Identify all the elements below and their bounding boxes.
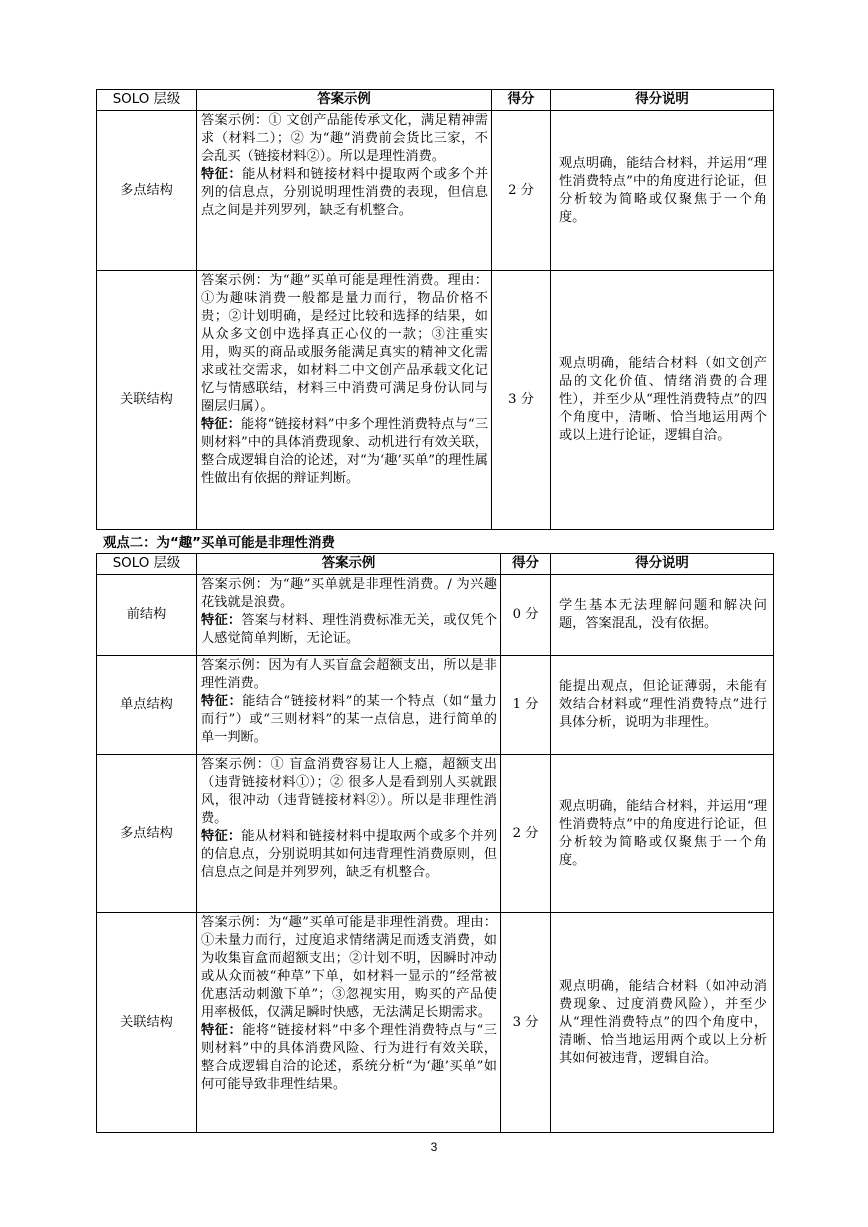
answer-example-cell [197, 111, 492, 271]
header-answer-example: 答案示例 [197, 554, 501, 575]
feature-text [201, 693, 497, 747]
solo-level-cell: 关联结构 [97, 913, 197, 1133]
example-text: 答案示例：为“趣”买单可能是理性消费。理由：①为趣味消费一般都是量力而行，物品价格不贵；②计划明确，是经过比较和选择的结果，如从众多文创中选择真正心仪的一款；③注重实用，购买的商品或服务能满足真实的精神文化需求或社交需求，如材料二中文创产品承载文化记忆与情感联结，材料三中消费可满足身份认同与圈层归属）。 [201, 273, 488, 414]
header-answer-example: 答案示例 [197, 90, 492, 111]
answer-example-cell [197, 755, 501, 913]
feature-desc: 答案与材料、理性消费标准无关，或仅凭个人感觉简单判断，无论证。 [201, 613, 498, 646]
example-text: 答案示例：① 文创产品能传承文化，满足精神需求（材料二）；② 为“趣”消费前会货比三家，不会乱买（链接材料②）。所以是理性消费。 [201, 113, 488, 164]
solo-level-cell: 前结构 [97, 575, 197, 656]
score-note-cell: 观点明确，能结合材料（如冲动消费现象、过度消费风险），并至少从“理性消费特点”的四个角度中，清晰、恰当地运用两个或以上分析其如何被违背，逻辑自洽。 [551, 913, 774, 1133]
feature-text [201, 166, 488, 220]
feature-label: 特征： [201, 694, 243, 709]
score-cell: 3 分 [501, 913, 551, 1133]
feature-desc: 能将“链接材料”中多个理性消费特点与“三则材料”中的具体消费风险、行为进行有效关联，整合成逻辑自洽的论述，系统分析“为‘趣’买单”如何可能导致非理性结果。 [201, 1023, 497, 1092]
table-header-row [97, 554, 774, 575]
score-note-cell: 观点明确，能结合材料，并运用“理性消费特点”中的角度进行论证，但分析较为简略或仅聚焦于一个角度。 [551, 755, 774, 913]
section-title-view2: 观点二：为“趣”买单可能是非理性消费 [103, 536, 335, 551]
answer-example-cell [197, 271, 492, 530]
header-score: 得分 [501, 554, 551, 575]
solo-level-cell: 单点结构 [97, 656, 197, 755]
feature-desc: 能结合“链接材料”的某一个特点（如“量力而行”）或“三则材料”的某一点信息，进行简单的单一判断。 [201, 694, 497, 745]
table-row [97, 271, 774, 530]
feature-text [201, 416, 488, 488]
score-cell: 1 分 [501, 656, 551, 755]
table-row [97, 755, 774, 913]
header-solo-level: SOLO 层级 [97, 90, 197, 111]
rubric-table-view1 [96, 89, 774, 530]
feature-label: 特征： [201, 167, 243, 182]
table-row [97, 913, 774, 1133]
table-header-row [97, 90, 774, 111]
feature-label: 特征： [201, 613, 242, 628]
header-score: 得分 [492, 90, 551, 111]
score-cell: 2 分 [492, 111, 551, 271]
score-note-cell: 观点明确，能结合材料，并运用“理性消费特点”中的角度进行论证，但分析较为简略或仅聚焦于一个角度。 [551, 111, 774, 271]
table-row [97, 111, 774, 271]
feature-text [201, 1022, 497, 1094]
table-row [97, 575, 774, 656]
feature-desc: 能将“链接材料”中多个理性消费特点与“三则材料”中的具体消费现象、动机进行有效关联，整合成逻辑自洽的论述，对“为‘趣’买单”的理性属性做出有依据的辩证判断。 [201, 417, 489, 486]
score-cell: 3 分 [492, 271, 551, 530]
answer-example-cell [197, 656, 501, 755]
feature-label: 特征： [201, 1023, 243, 1038]
feature-label: 特征： [201, 417, 241, 432]
header-score-note: 得分说明 [551, 554, 774, 575]
header-solo-level: SOLO 层级 [97, 554, 197, 575]
answer-example-cell [197, 913, 501, 1133]
solo-level-cell: 多点结构 [97, 111, 197, 271]
feature-text [201, 612, 497, 648]
solo-level-cell: 关联结构 [97, 271, 197, 530]
page-number: 3 [430, 1140, 438, 1154]
feature-text [201, 828, 497, 882]
feature-desc: 能从材料和链接材料中提取两个或多个并列的信息点，分别说明理性消费的表现，但信息点之间是并列罗列，缺乏有机整合。 [201, 167, 489, 218]
rubric-table-view2 [96, 553, 774, 1133]
example-text: 答案示例：为“趣”买单可能是非理性消费。理由：①未量力而行，过度追求情绪满足而透支消费，如为收集盲盒而超额支出；②计划不明，因瞬时冲动或从众而被“种草”下单，如材料一显示的“经常被优惠活动刺激下单”；③忽视实用，购买的产品使用率极低，仅满足瞬时快感，无法满足长期需求。 [201, 915, 497, 1020]
table-row [97, 656, 774, 755]
score-cell: 0 分 [501, 575, 551, 656]
score-note-cell: 能提出观点，但论证薄弱，未能有效结合材料或“理性消费特点”进行具体分析，说明为非理性。 [551, 656, 774, 755]
feature-label: 特征： [201, 829, 242, 844]
score-cell: 2 分 [501, 755, 551, 913]
example-text: 答案示例：① 盲盒消费容易让人上瘾，超额支出（违背链接材料①）；② 很多人是看到别人买就跟风，很冲动（违背链接材料②）。所以是非理性消费。 [201, 757, 497, 826]
score-note-cell: 观点明确，能结合材料（如文创产品的文化价值、情绪消费的合理性），并至少从“理性消费特点”的四个角度中，清晰、恰当地运用两个或以上进行论证，逻辑自洽。 [551, 271, 774, 530]
header-score-note: 得分说明 [551, 90, 774, 111]
answer-example-cell [197, 575, 501, 656]
score-note-cell: 学生基本无法理解问题和解决问题，答案混乱，没有依据。 [551, 575, 774, 656]
example-text: 答案示例：为“趣”买单就是非理性消费。/ 为兴趣花钱就是浪费。 [201, 577, 497, 610]
feature-desc: 能从材料和链接材料中提取两个或多个并列的信息点，分别说明其如何违背理性消费原则，但信息点之间是并列罗列，缺乏有机整合。 [201, 829, 498, 880]
solo-level-cell: 多点结构 [97, 755, 197, 913]
example-text: 答案示例：因为有人买盲盒会超额支出，所以是非理性消费。 [201, 658, 497, 691]
